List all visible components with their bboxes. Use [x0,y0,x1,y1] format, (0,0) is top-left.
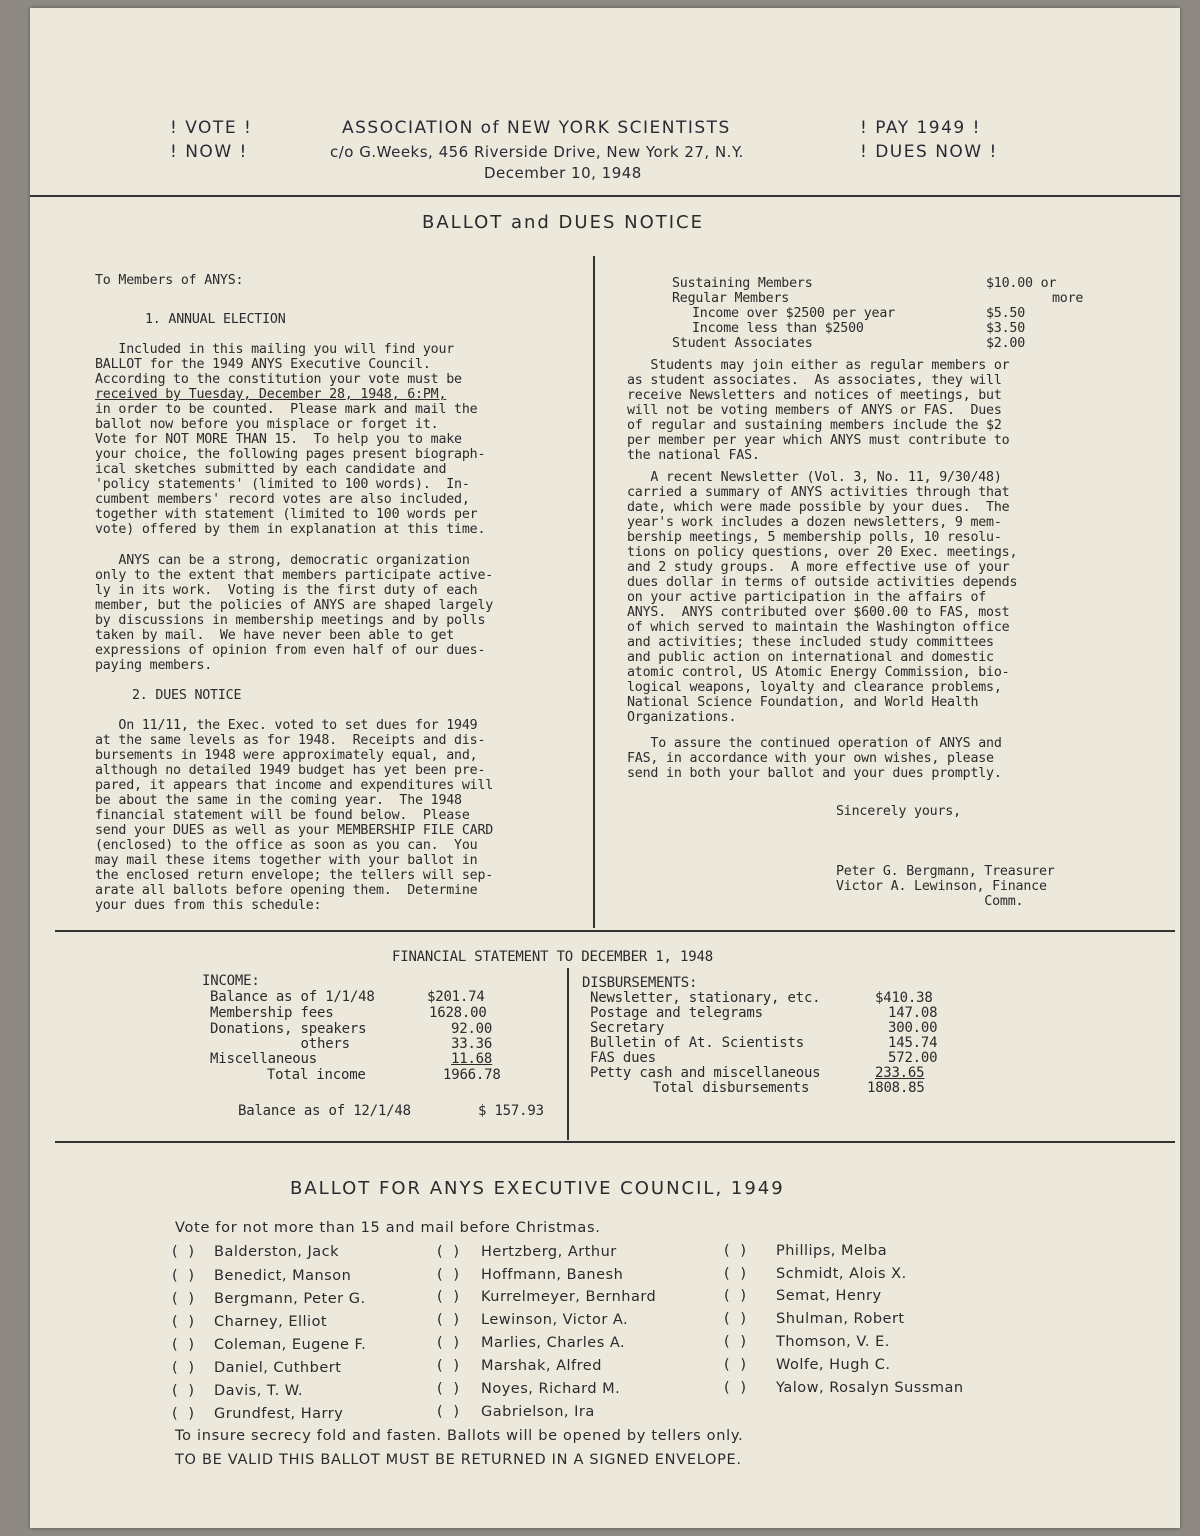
candidate-name: Lewinson, Victor A. [481,1312,629,1328]
candidate-name: Phillips, Melba [776,1243,888,1259]
dues-row-amount: $2.00 [986,336,1026,351]
candidate-name: Marshak, Alfred [481,1358,602,1374]
validity-note: TO BE VALID THIS BALLOT MUST BE RETURNED IN A SIGNED ENVELOPE. [175,1452,742,1468]
vote-checkbox[interactable]: ( ) [724,1380,747,1396]
dues-row-label: Income over $2500 per year [692,306,895,321]
income-label: Membership fees [210,1005,334,1021]
dues-row-label: Regular Members [672,291,790,306]
financial-divider [567,968,569,1140]
section-divider [55,930,1175,932]
income-label: Total income [234,1067,366,1083]
vote-checkbox[interactable]: ( ) [172,1314,195,1330]
column-divider [593,256,595,928]
income-amount: 1966.78 [443,1067,501,1083]
candidate-name: Thomson, V. E. [776,1334,890,1350]
candidate-name: Schmidt, Alois X. [776,1266,907,1282]
org-name: ASSOCIATION of NEW YORK SCIENTISTS [342,118,731,138]
vote-now-line1: ! VOTE ! [170,118,253,138]
disb-amount: 233.65 [875,1065,925,1081]
vote-checkbox[interactable]: ( ) [172,1360,195,1376]
disb-amount: 145.74 [888,1035,938,1051]
vote-checkbox[interactable]: ( ) [724,1288,747,1304]
candidate-name: Semat, Henry [776,1288,882,1304]
vote-checkbox[interactable]: ( ) [437,1381,460,1397]
candidate-name: Yalow, Rosalyn Sussman [776,1380,964,1396]
disb-amount: 1808.85 [867,1080,925,1096]
candidate-name: Daniel, Cuthbert [214,1360,342,1376]
candidate-name: Balderston, Jack [214,1244,339,1260]
notice-title: BALLOT and DUES NOTICE [422,212,704,233]
dues-row-amount: $3.50 [986,321,1026,336]
vote-checkbox[interactable]: ( ) [172,1291,195,1307]
vote-checkbox[interactable]: ( ) [172,1244,195,1260]
vote-checkbox[interactable]: ( ) [437,1267,460,1283]
pay-dues-line2: ! DUES NOW ! [860,142,998,162]
income-label: Miscellaneous [210,1051,317,1067]
candidate-name: Charney, Elliot [214,1314,328,1330]
candidate-name: Noyes, Richard M. [481,1381,621,1397]
dues-row-amount: $10.00 or [986,276,1057,291]
disb-label: Petty cash and miscellaneous [590,1065,821,1081]
vote-checkbox[interactable]: ( ) [724,1311,747,1327]
vote-checkbox[interactable]: ( ) [172,1383,195,1399]
dues-row-label: Income less than $2500 [692,321,864,336]
candidate-name: Grundfest, Harry [214,1406,344,1422]
candidate-name: Shulman, Robert [776,1311,905,1327]
disb-label: FAS dues [590,1050,656,1066]
candidate-name: Hoffmann, Banesh [481,1267,624,1283]
section-dues-notice: 2. DUES NOTICE [132,688,242,703]
disb-label: Total disbursements [620,1080,810,1096]
financial-title: FINANCIAL STATEMENT TO DECEMBER 1, 1948 [392,949,713,965]
pay-dues-line1: ! PAY 1949 ! [860,118,981,138]
candidate-name: Benedict, Manson [214,1268,352,1284]
vote-checkbox[interactable]: ( ) [724,1357,747,1373]
vote-checkbox[interactable]: ( ) [724,1266,747,1282]
candidate-name: Gabrielson, Ira [481,1404,595,1420]
income-amount: 11.68 [451,1051,493,1067]
dues-row-label: Student Associates [672,336,813,351]
dues-row-label: Sustaining Members [672,276,813,291]
section-annual-election: 1. ANNUAL ELECTION [145,312,286,327]
candidate-name: Marlies, Charles A. [481,1335,626,1351]
salutation: To Members of ANYS: [95,273,244,288]
candidate-name: Davis, T. W. [214,1383,304,1399]
vote-checkbox[interactable]: ( ) [437,1312,460,1328]
candidate-name: Hertzberg, Arthur [481,1244,617,1260]
balance-label: Balance as of 12/1/48 [238,1103,411,1119]
header-divider [30,195,1180,197]
vote-checkbox[interactable]: ( ) [724,1334,747,1350]
disb-amount: 147.08 [888,1005,938,1021]
vote-checkbox[interactable]: ( ) [172,1337,195,1353]
income-label: others [210,1036,350,1052]
disbursements-heading: DISBURSEMENTS: [582,975,698,991]
balance-amount: $ 157.93 [478,1103,544,1119]
income-amount: 1628.00 [429,1005,487,1021]
vote-checkbox[interactable]: ( ) [172,1268,195,1284]
candidate-name: Coleman, Eugene F. [214,1337,367,1353]
ballot-title: BALLOT FOR ANYS EXECUTIVE COUNCIL, 1949 [290,1178,785,1199]
document-date: December 10, 1948 [484,164,642,182]
ballot-divider [55,1141,1175,1143]
candidate-name: Bergmann, Peter G. [214,1291,366,1307]
vote-checkbox[interactable]: ( ) [437,1244,460,1260]
secrecy-note: To insure secrecy fold and fasten. Ballots will be opened by tellers only. [175,1428,744,1444]
vote-checkbox[interactable]: ( ) [437,1404,460,1420]
org-address: c/o G.Weeks, 456 Riverside Drive, New York 27, N.Y. [330,143,744,161]
dues-row-amount: more [1052,291,1084,306]
disb-label: Bulletin of At. Scientists [590,1035,804,1051]
vote-checkbox[interactable]: ( ) [437,1358,460,1374]
income-label: Balance as of 1/1/48 [210,989,375,1005]
income-heading: INCOME: [202,973,260,989]
vote-checkbox[interactable]: ( ) [437,1289,460,1305]
closing: Sincerely yours, [836,804,961,819]
income-label: Donations, speakers [210,1021,367,1037]
disb-amount: 300.00 [888,1020,938,1036]
candidate-name: Kurrelmeyer, Bernhard [481,1289,657,1305]
income-amount: 92.00 [451,1021,493,1037]
dues-row-amount: $5.50 [986,306,1026,321]
vote-checkbox[interactable]: ( ) [172,1406,195,1422]
candidate-name: Wolfe, Hugh C. [776,1357,891,1373]
disb-amount: 572.00 [888,1050,938,1066]
income-amount: 33.36 [451,1036,493,1052]
vote-checkbox[interactable]: ( ) [437,1335,460,1351]
ballot-instruction: Vote for not more than 15 and mail before Christmas. [175,1220,601,1236]
disb-label: Newsletter, stationary, etc. [590,990,821,1006]
disb-label: Secretary [590,1020,665,1036]
vote-checkbox[interactable]: ( ) [724,1243,747,1259]
income-amount: $201.74 [427,989,485,1005]
vote-now-line2: ! NOW ! [170,142,248,162]
disb-label: Postage and telegrams [590,1005,763,1021]
disb-amount: $410.38 [875,990,933,1006]
